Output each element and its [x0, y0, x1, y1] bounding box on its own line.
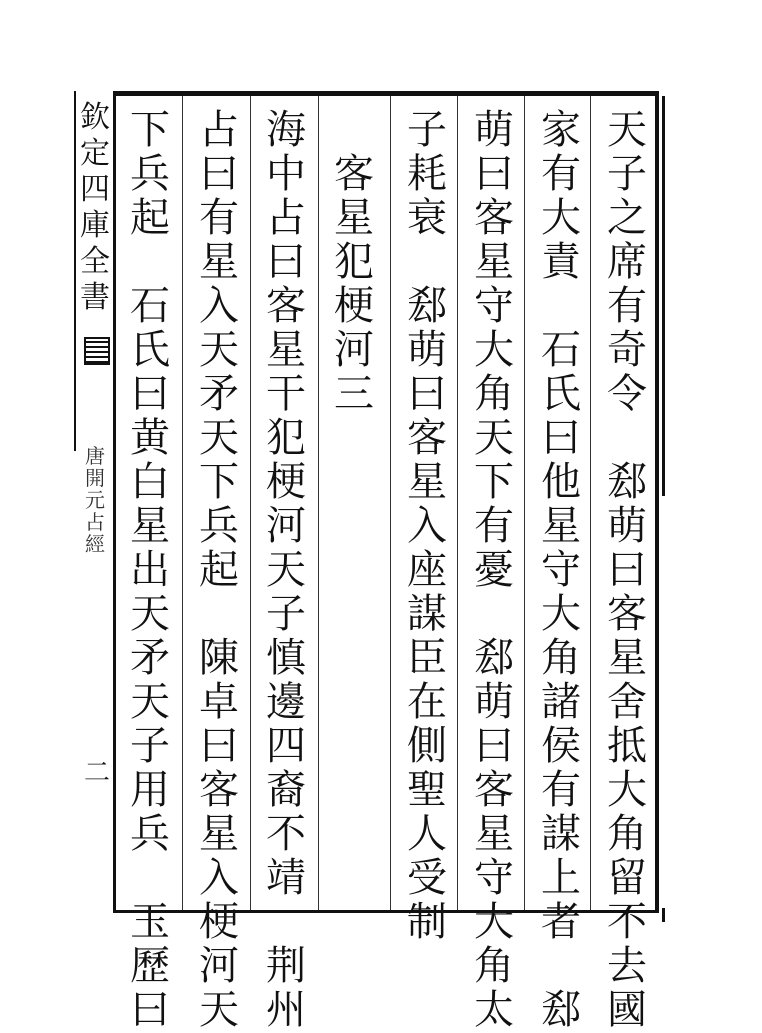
gutter-title-char: 庫	[80, 208, 110, 243]
text-segment-char: 矛	[130, 635, 170, 681]
text-segment-char: 入	[407, 503, 447, 549]
text-segment-char: 留	[607, 855, 647, 901]
text-segment-char: 陳	[199, 635, 239, 681]
text-segment-char: 出	[130, 547, 170, 593]
text-segment-char: 曰	[474, 723, 514, 769]
text-segment	[126, 284, 174, 856]
text-segment-char: 玉	[130, 899, 170, 945]
text-segment-char: 座	[407, 547, 447, 593]
text-column-5	[330, 108, 378, 416]
text-segment-char: 謀	[541, 811, 581, 857]
column-rule	[524, 96, 525, 910]
text-segment-char: 大	[541, 195, 581, 241]
text-segment-char: 角	[541, 635, 581, 681]
text-segment-char: 客	[474, 767, 514, 813]
text-segment-char: 角	[607, 811, 647, 857]
text-segment-char: 人	[407, 811, 447, 857]
text-segment-char: 三	[334, 371, 374, 417]
text-segment-char: 卓	[199, 679, 239, 725]
text-segment-char: 有	[541, 151, 581, 197]
text-segment-char: 州	[266, 987, 306, 1033]
text-segment-char: 聖	[407, 767, 447, 813]
text-segment	[330, 152, 378, 416]
text-segment-char: 客	[407, 415, 447, 461]
column-rule	[250, 96, 251, 910]
text-segment-char: 星	[199, 239, 239, 285]
text-segment-char: 曰	[607, 547, 647, 593]
text-segment-char: 天	[199, 327, 239, 373]
text-segment-char: 星	[130, 503, 170, 549]
gutter-title-char: 書	[80, 280, 110, 315]
text-segment-char: 河	[266, 503, 306, 549]
column-rule	[182, 96, 183, 910]
text-segment-char: 入	[199, 283, 239, 329]
text-segment-char: 大	[607, 767, 647, 813]
text-segment-char: 不	[266, 811, 306, 857]
text-column-1	[603, 108, 651, 1032]
text-segment-char: 兵	[199, 503, 239, 549]
text-segment-char: 制	[407, 899, 447, 945]
text-segment-char: 氏	[541, 371, 581, 417]
text-segment-char: 起	[199, 547, 239, 593]
text-segment-char: 入	[199, 855, 239, 901]
gutter-title-char: 四	[80, 172, 110, 207]
text-segment-char: 奇	[607, 327, 647, 373]
gutter-book-title-char: 占	[85, 510, 105, 534]
text-segment-char: 天	[607, 107, 647, 153]
text-segment-char: 白	[130, 459, 170, 505]
text-segment-char: 席	[607, 239, 647, 285]
text-segment-char: 中	[266, 151, 306, 197]
gutter-page-number: 二	[83, 758, 110, 788]
text-segment-char: 衰	[407, 195, 447, 241]
text-segment-char: 干	[266, 371, 306, 417]
text-segment-char: 星	[541, 503, 581, 549]
column-rule	[318, 96, 319, 910]
text-segment-char: 星	[407, 459, 447, 505]
text-segment-char: 星	[199, 811, 239, 857]
text-segment-char: 舍	[607, 679, 647, 725]
text-segment-char: 郄	[474, 635, 514, 681]
column-rule	[590, 96, 591, 910]
text-segment-char: 星	[334, 195, 374, 241]
text-segment-char: 黄	[130, 415, 170, 461]
gutter-book-title-char: 唐	[85, 444, 105, 468]
text-segment-char: 荆	[266, 943, 306, 989]
text-segment-char: 曰	[130, 987, 170, 1033]
text-segment-char: 曰	[266, 239, 306, 285]
text-segment-char: 萌	[474, 679, 514, 725]
text-segment	[470, 636, 518, 1032]
text-segment-char: 家	[541, 107, 581, 153]
text-segment-char: 客	[474, 195, 514, 241]
gutter-book-title	[82, 445, 108, 555]
text-segment-char: 角	[474, 943, 514, 989]
text-segment-char: 河	[199, 943, 239, 989]
text-segment-char: 邊	[266, 679, 306, 725]
text-segment-char: 有	[607, 283, 647, 329]
text-segment-char: 下	[130, 107, 170, 153]
gutter-book-title-char: 經	[85, 532, 105, 556]
text-segment	[195, 108, 243, 592]
text-segment-char: 星	[474, 811, 514, 857]
text-segment-char: 梗	[334, 283, 374, 329]
text-segment-char: 客	[199, 767, 239, 813]
text-segment-char: 星	[266, 327, 306, 373]
text-segment	[403, 284, 451, 944]
text-segment-char: 河	[334, 327, 374, 373]
text-segment-char: 諸	[541, 679, 581, 725]
gutter-book-title-char: 開	[85, 466, 105, 490]
text-segment-char: 大	[474, 899, 514, 945]
text-segment-char: 梗	[199, 899, 239, 945]
text-segment-char: 四	[266, 723, 306, 769]
text-segment-char: 客	[334, 151, 374, 197]
text-segment-char: 謀	[407, 591, 447, 637]
text-segment-char: 梗	[266, 459, 306, 505]
text-segment-char: 有	[474, 503, 514, 549]
text-segment-char: 客	[607, 591, 647, 637]
text-segment	[126, 108, 174, 240]
text-segment	[126, 900, 174, 1032]
column-rule	[457, 96, 458, 910]
text-segment-char: 星	[474, 239, 514, 285]
text-segment-char: 占	[199, 107, 239, 153]
text-column-3	[470, 108, 518, 1032]
text-segment-char: 子	[266, 591, 306, 637]
text-segment	[603, 460, 651, 1032]
text-segment-char: 侯	[541, 723, 581, 769]
gutter-title-char: 定	[80, 136, 110, 171]
text-segment-char: 不	[607, 899, 647, 945]
text-segment	[195, 636, 243, 1032]
text-segment-char: 抵	[607, 723, 647, 769]
text-column-7	[195, 108, 243, 1032]
gutter-title-char: 欽	[80, 100, 110, 135]
text-segment	[262, 108, 310, 900]
text-segment-char: 歷	[130, 943, 170, 989]
text-segment-char: 有	[199, 195, 239, 241]
text-segment-char: 天	[130, 679, 170, 725]
text-segment-char: 用	[130, 767, 170, 813]
text-segment	[603, 108, 651, 416]
text-segment	[403, 108, 451, 240]
frame-edge-mark	[662, 96, 665, 496]
text-segment-char: 令	[607, 371, 647, 417]
text-segment-char: 萌	[474, 107, 514, 153]
text-segment-char: 在	[407, 679, 447, 725]
text-segment-char: 郄	[541, 987, 581, 1033]
text-segment-char: 天	[199, 987, 239, 1033]
text-segment-char: 側	[407, 723, 447, 769]
column-rule	[390, 96, 391, 910]
text-segment-char: 石	[541, 327, 581, 373]
text-segment-char: 客	[266, 283, 306, 329]
text-segment-char: 下	[474, 459, 514, 505]
text-segment-char: 郄	[607, 459, 647, 505]
text-segment-char: 國	[607, 987, 647, 1033]
text-segment-char: 太	[474, 987, 514, 1033]
text-segment-char: 天	[474, 415, 514, 461]
text-segment-char: 矛	[199, 371, 239, 417]
text-segment-char: 天	[199, 415, 239, 461]
text-column-8	[126, 108, 174, 1032]
text-segment-char: 之	[607, 195, 647, 241]
text-segment-char: 裔	[266, 767, 306, 813]
text-segment-char: 守	[541, 547, 581, 593]
text-segment-char: 海	[266, 107, 306, 153]
text-segment	[537, 988, 585, 1032]
text-segment-char: 氏	[130, 327, 170, 373]
gutter-title-char: 全	[80, 244, 110, 279]
text-segment-char: 萌	[407, 327, 447, 373]
text-segment-char: 天	[130, 591, 170, 637]
text-segment-char: 曰	[407, 371, 447, 417]
text-segment-char: 上	[541, 855, 581, 901]
text-segment-char: 下	[199, 459, 239, 505]
text-segment-char: 憂	[474, 547, 514, 593]
frame-edge-mark	[662, 908, 665, 922]
text-segment-char: 占	[266, 195, 306, 241]
text-segment	[262, 944, 310, 1032]
text-segment-char: 曰	[541, 415, 581, 461]
text-segment	[470, 108, 518, 592]
text-segment-char: 守	[474, 283, 514, 329]
text-segment-char: 受	[407, 855, 447, 901]
text-segment-char: 耗	[407, 151, 447, 197]
text-segment-char: 子	[130, 723, 170, 769]
text-segment-char: 犯	[334, 239, 374, 285]
text-segment-char: 大	[541, 591, 581, 637]
text-column-4	[403, 108, 451, 944]
text-segment	[537, 108, 585, 284]
text-segment-char: 靖	[266, 855, 306, 901]
text-column-2	[537, 108, 585, 1032]
gutter-book-title-char: 元	[85, 488, 105, 512]
text-segment-char: 曰	[199, 151, 239, 197]
text-segment	[537, 328, 585, 944]
text-segment-char: 兵	[130, 811, 170, 857]
text-segment-char: 兵	[130, 151, 170, 197]
text-segment-char: 慎	[266, 635, 306, 681]
text-segment-char: 守	[474, 855, 514, 901]
text-segment-char: 有	[541, 767, 581, 813]
text-segment-char: 萌	[607, 503, 647, 549]
text-segment-char: 起	[130, 195, 170, 241]
text-segment-char: 天	[266, 547, 306, 593]
text-segment-char: 星	[607, 635, 647, 681]
text-segment-char: 曰	[199, 723, 239, 769]
text-segment-char: 臣	[407, 635, 447, 681]
text-segment-char: 石	[130, 283, 170, 329]
text-segment-char: 大	[474, 327, 514, 373]
text-segment-char: 他	[541, 459, 581, 505]
text-segment-char: 郄	[407, 283, 447, 329]
text-segment-char: 曰	[474, 151, 514, 197]
text-segment-char: 責	[541, 239, 581, 285]
text-segment-char: 者	[541, 899, 581, 945]
text-segment-char: 子	[607, 151, 647, 197]
gutter-title	[78, 100, 112, 316]
gutter-fishtail-mark	[84, 337, 110, 365]
text-segment-char: 子	[407, 107, 447, 153]
text-segment-char: 犯	[266, 415, 306, 461]
text-column-6	[262, 108, 310, 1032]
text-segment-char: 角	[474, 371, 514, 417]
text-segment-char: 去	[607, 943, 647, 989]
text-segment-char: 曰	[130, 371, 170, 417]
